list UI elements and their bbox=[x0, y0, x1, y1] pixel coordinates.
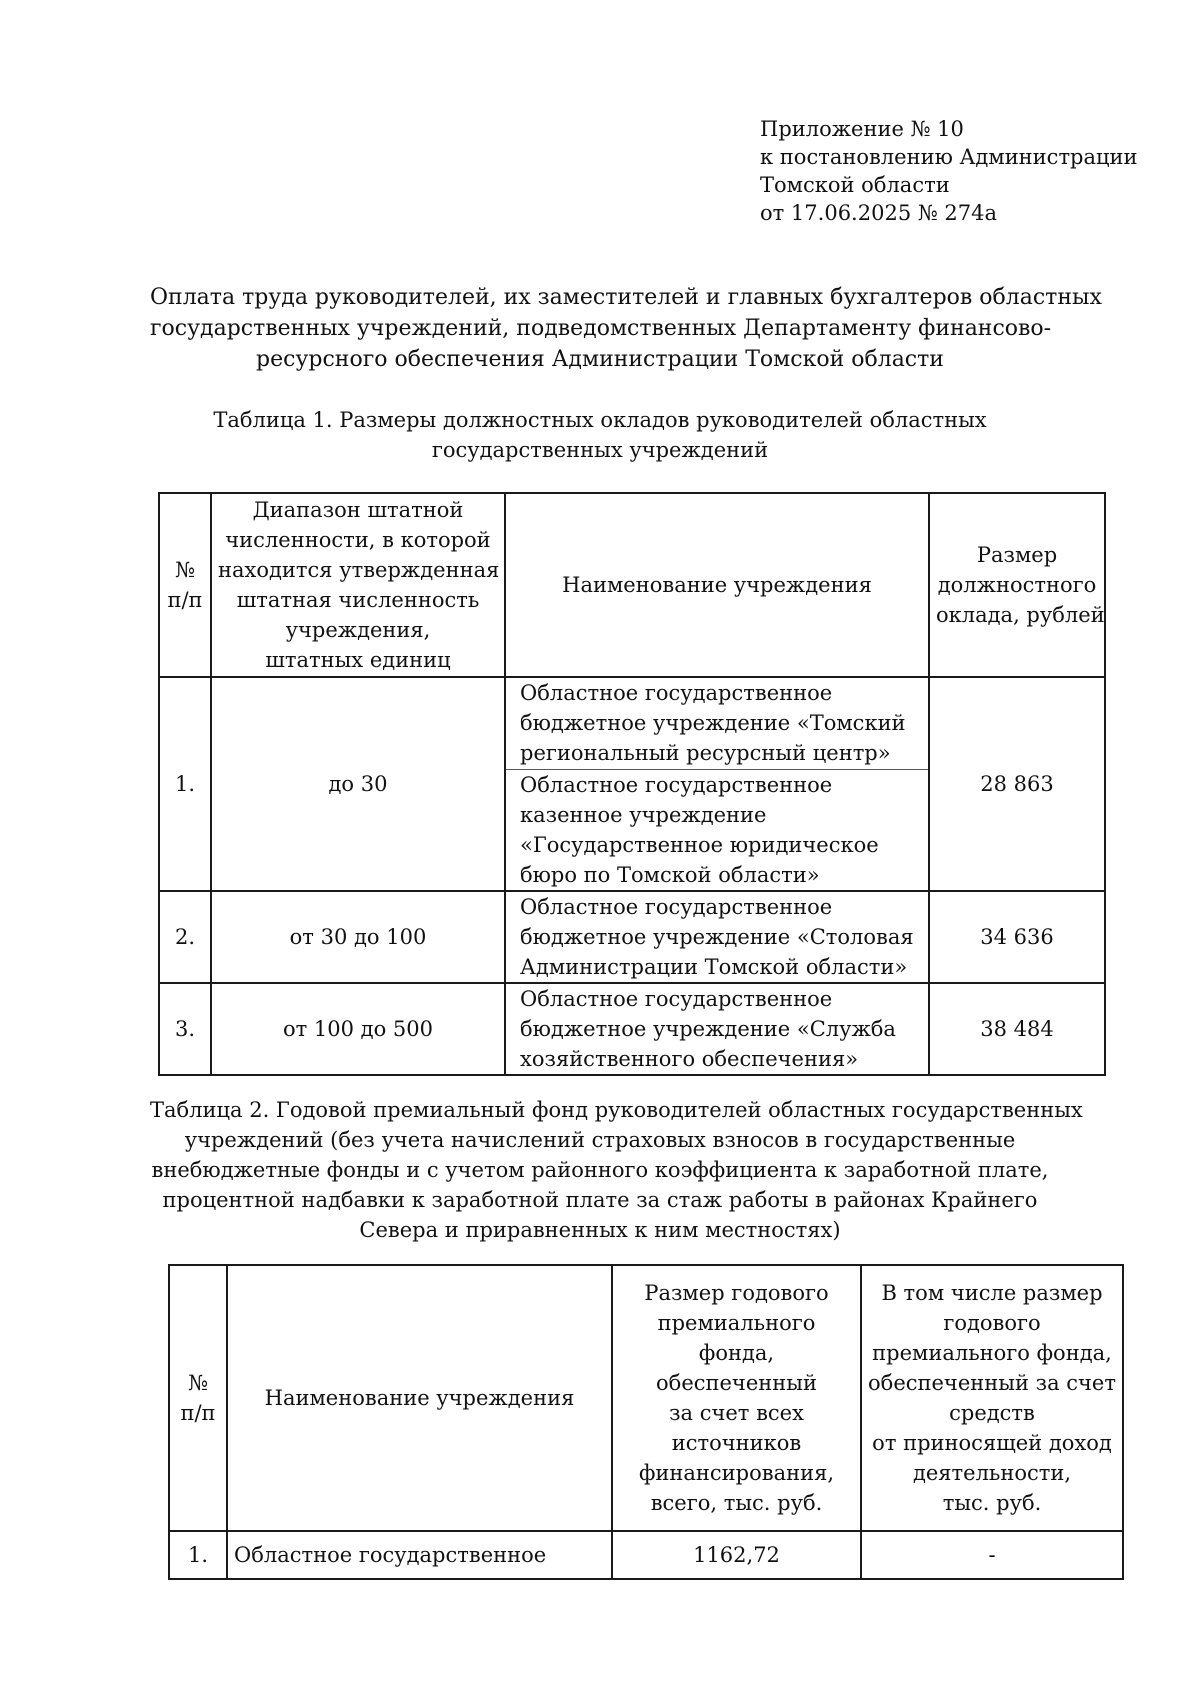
header-salary: Размер должностного оклада, рублей bbox=[929, 493, 1105, 677]
table-row bbox=[169, 1531, 1123, 1579]
appendix-line: к постановлению Администрации bbox=[760, 145, 1138, 169]
table-header-row bbox=[169, 1265, 1123, 1531]
row-salary: 28 863 bbox=[929, 677, 1105, 891]
caption-line: Севера и приравненных к ним местностях) bbox=[359, 1218, 841, 1242]
row-num: 1. bbox=[159, 677, 211, 891]
caption-line: процентной надбавки к заработной плате за стаж работы в районах Крайнего bbox=[162, 1188, 1038, 1212]
salary-table bbox=[158, 492, 1106, 1076]
table1-caption bbox=[150, 405, 1050, 465]
institution-name: Областное государственное казенное учреждение «Государственное юридическое бюро по Томской области» bbox=[505, 769, 929, 891]
row-range: от 30 до 100 bbox=[211, 891, 505, 983]
row-fund-income: - bbox=[861, 1531, 1123, 1579]
row-num: 3. bbox=[159, 983, 211, 1075]
institution-name: Областное государственное бюджетное учреждение «Томский региональный ресурсный центр» bbox=[505, 677, 929, 769]
row-salary: 34 636 bbox=[929, 891, 1105, 983]
table-header-row bbox=[159, 493, 1105, 677]
header-range: Диапазон штатной численности, в которой находится утвержденная штатная численность учреждения, штатных единиц bbox=[211, 493, 505, 677]
row-range: до 30 bbox=[211, 677, 505, 891]
caption-line: Таблица 2. Годовой премиальный фонд руководителей областных государственных bbox=[150, 1098, 1083, 1122]
caption-line: учреждений (без учета начислений страховых взносов в государственные bbox=[184, 1128, 1016, 1152]
header-num: № п/п bbox=[159, 493, 211, 677]
caption-line: государственных учреждений bbox=[431, 438, 769, 462]
institution-name: Областное государственное bbox=[227, 1531, 612, 1579]
header-name: Наименование учреждения bbox=[227, 1265, 612, 1531]
row-fund-total: 1162,72 bbox=[612, 1531, 861, 1579]
appendix-line: Томской области bbox=[760, 173, 950, 197]
title-line: государственных учреждений, подведомственных Департаменту финансово- bbox=[150, 316, 1052, 341]
table-row bbox=[159, 677, 1105, 769]
row-range: от 100 до 500 bbox=[211, 983, 505, 1075]
institution-name: Областное государственное бюджетное учреждение «Столовая Администрации Томской области» bbox=[505, 891, 929, 983]
caption-line: внебюджетные фонды и с учетом районного коэффициента к заработной плате, bbox=[151, 1158, 1049, 1182]
title-line: Оплата труда руководителей, их заместителей и главных бухгалтеров областных bbox=[150, 285, 1102, 310]
title-line: ресурсного обеспечения Администрации Томской области bbox=[256, 347, 944, 372]
table-row bbox=[159, 983, 1105, 1075]
header-num: № п/п bbox=[169, 1265, 227, 1531]
row-num: 2. bbox=[159, 891, 211, 983]
table2-caption bbox=[150, 1095, 1083, 1245]
row-num: 1. bbox=[169, 1531, 227, 1579]
appendix-block bbox=[760, 115, 1138, 227]
appendix-line: от 17.06.2025 № 274а bbox=[760, 201, 997, 225]
caption-line: Таблица 1. Размеры должностных окладов руководителей областных bbox=[213, 408, 987, 432]
institution-name: Областное государственное бюджетное учреждение «Служба хозяйственного обеспечения» bbox=[505, 983, 929, 1075]
header-fund-total: Размер годового премиального фонда, обеспеченный за счет всех источников финансирования, всего, тыс. руб. bbox=[612, 1265, 861, 1531]
table-row bbox=[159, 891, 1105, 983]
document-title bbox=[150, 282, 1102, 375]
header-name: Наименование учреждения bbox=[505, 493, 929, 677]
bonus-fund-table bbox=[168, 1264, 1124, 1580]
header-fund-income: В том числе размер годового премиального фонда, обеспеченный за счет средств от приносящей доход деятельности, тыс. руб. bbox=[861, 1265, 1123, 1531]
appendix-line: Приложение № 10 bbox=[760, 117, 964, 141]
row-salary: 38 484 bbox=[929, 983, 1105, 1075]
